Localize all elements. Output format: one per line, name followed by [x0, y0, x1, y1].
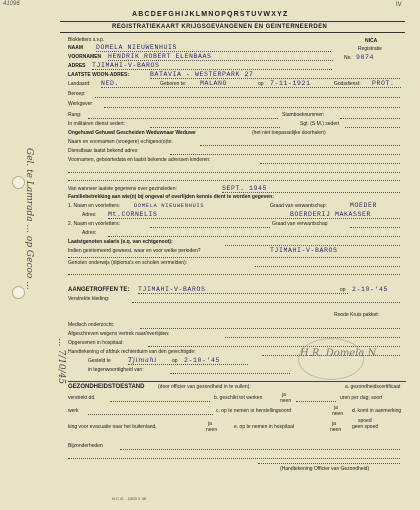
label-geen-spoed: geen spoed — [352, 424, 379, 430]
label-voornamen-kinderen: Voornamen, geboortedata en laatst bekende adressen kinderen: — [68, 157, 211, 163]
label-landaard: Landaard: — [68, 81, 91, 87]
value-aangetroffen-op: 2-10-'45 — [352, 286, 389, 293]
label-afgeschreven: Afgeschreven wegens vertrek naar/overlijden: — [68, 331, 170, 337]
label-op-te-nemen-hosp: e. op te nemen in hospitaal — [234, 424, 295, 430]
label-medisch: Medisch onderzocht: — [68, 322, 115, 328]
label-blokletters: Blokletters s.v.p. — [68, 37, 105, 43]
value-naam: DOMELA NIEUWENHUIS — [96, 44, 178, 51]
label-graad-2: Graad van verwantschap — [272, 221, 328, 227]
value-graad-1: MOEDER — [350, 202, 378, 209]
margin-handwriting-2: ... 7/10/45 — [56, 338, 66, 385]
label-gezond-note: (door officier van gezondheid in te vullen): — [158, 384, 251, 390]
label-graad-1: Graad van verwantschap: — [270, 203, 327, 209]
label-opgenomen: Opgenomen in hospitaal: — [68, 340, 124, 346]
label-handtekening: Handtekening of afdruk rechterduim van den gerechtigde: — [68, 349, 196, 355]
label-officier-handtekening: (Handtekening Officier van Gezondheid) — [280, 466, 370, 472]
label-ongehuwd-note: (het niet toepasselijke doorhalen) — [252, 130, 326, 136]
label-adres-1: Adres: — [82, 212, 97, 218]
label-op-gesteld: op — [172, 358, 178, 364]
label-ja-2: ja — [334, 405, 338, 411]
label-registratie: Registratie — [358, 46, 382, 52]
label-geboren-te: Geboren te: — [160, 81, 187, 87]
value-geboren-te: MALANG — [200, 80, 228, 87]
label-uren: uren per dag; soort — [340, 395, 383, 401]
label-stamboeknummer: Stamboeknummer: — [282, 112, 325, 118]
value-gesteld-te: Tjimahi — [128, 356, 157, 364]
label-neen-1: neen — [280, 398, 292, 404]
label-naam-voorletters-1: 1. Naam en voorletters: — [68, 203, 120, 209]
label-naam: NAAM — [68, 45, 83, 51]
label-d-komt: d. komt in aanmerking — [352, 408, 402, 414]
label-werk: werk — [68, 408, 79, 414]
label-roode-kruis: Roode Kruis pakket: — [334, 312, 380, 318]
label-naam-voorletters-2: 2. Naam en voorletters: — [68, 221, 120, 227]
label-rang: Rang: — [68, 112, 82, 118]
label-familiebetrekking: Familiebetrekking aan wie(n) bij ongeval of overlijden kennis dient te worden gegeven: — [68, 194, 274, 200]
label-no: No. — [344, 55, 352, 61]
label-aangetroffen: AANGETROFFEN TE: — [68, 287, 130, 293]
label-laatste-woonadres: LAATSTE WOON-ADRES: — [68, 72, 130, 78]
label-werkgever: Werkgever: — [68, 101, 94, 107]
label-verstrekt: verstrekt dd. — [68, 395, 96, 401]
roman-numeral: IV — [396, 2, 402, 8]
label-king: king voor evacuatie naar het buitenland, — [68, 424, 157, 430]
value-gesteld-op: 2-10-'45 — [184, 357, 221, 364]
label-beroep: Beroep: — [68, 91, 86, 97]
label-adres-2: Adres: — [82, 230, 97, 236]
label-bijzonderheden: Bijzonderheden — [68, 443, 103, 449]
label-genoten-onderwijs: Genoten onderwijs (diploma's en scholen vermelden): — [68, 260, 188, 266]
label-nica: NICA — [365, 38, 378, 44]
value-godsdienst: PROT. — [372, 80, 395, 87]
label-voornamen: VOORNAMEN — [68, 54, 102, 60]
label-in-militairen-dienst: In militairen dienst sedert: — [68, 121, 125, 127]
margin-handwriting-1: Gel. te Lamrada ... op Gecoo ... — [24, 148, 34, 290]
label-neen-2: neen — [332, 411, 344, 417]
signature-right: H.R. Domela N. — [300, 348, 379, 359]
label-neen-3: neen — [206, 427, 218, 433]
label-gezondheidstoestand: GEZONDHEIDSTOESTAND — [68, 384, 145, 390]
label-ja-4: ja — [332, 421, 336, 427]
reference-number: 41096 — [3, 1, 20, 7]
official-stamp — [298, 338, 364, 380]
label-gesteld: Gesteld te — [88, 358, 111, 364]
label-ja-3: ja — [208, 421, 212, 427]
label-geschikt: b. geschikt tot werken — [214, 395, 263, 401]
value-adres-1b: BOERDERIJ MAKASSER — [290, 211, 372, 218]
label-verstrekte-kleding: Verstrekte kleding: — [68, 296, 110, 302]
label-godsdienst: Godsdienst: — [334, 81, 361, 87]
label-dienstbaar: Dienstbaar laatst bekend adres: — [68, 148, 139, 154]
value-naam-1: DOMELA NIEUWENHUIS — [134, 202, 205, 209]
label-adres: ADRES — [68, 63, 86, 69]
label-wanneer: Van wanneer laatste gegevens over gezinsleden: — [68, 186, 177, 192]
label-gez-cert: a. gezondheidscertificaat — [345, 384, 401, 390]
alphabet-row: ABCDEFGHIJKLMNOPQRSTUVWXYZ — [132, 11, 289, 18]
label-ongehuwd: Ongehuwd Gehuwd Gescheiden Weduwnaar Weduwe — [68, 130, 196, 136]
value-geboren-op: 7-11-1921 — [270, 80, 311, 87]
label-op-te-nemen: c. op te nemen in herstellingsoord — [216, 408, 292, 414]
label-op: op — [258, 81, 264, 87]
label-laatstgenoten: Laatstgenoten salaris (e.q. van echtgenoot): — [68, 239, 173, 245]
value-adres: TJIMAHI-V-BAROS — [92, 62, 160, 69]
label-tegenwoordigheid: in tegenwoordigheid van: — [88, 367, 144, 373]
label-sgt: Sgt. (S M.) sedert — [300, 121, 340, 127]
value-registratie-no: 9874 — [356, 54, 375, 61]
value-geinterneerd: TJIMAHI-V-BAROS — [270, 247, 338, 254]
label-op-aangetroffen: op — [340, 287, 346, 293]
value-laatste-woonadres: BATAVIA - WESTERPARK 27 — [150, 71, 254, 78]
value-adres-1: Mt.CORNELIS — [108, 211, 158, 218]
label-geinterneerd: Indien geinterneerd geweest, waar en voor welke perioden? — [68, 248, 201, 254]
value-landaard: NED. — [101, 80, 120, 87]
value-wanneer: SEPT. 1945 — [222, 185, 268, 192]
value-aangetroffen: TJIMAHI-V-BAROS — [138, 286, 206, 293]
card-title: REGISTRATIEKAART KRIJGSGEVANGENEN EN GEINTERNEERDEN — [112, 24, 328, 30]
label-spoed: spoed — [358, 418, 372, 424]
label-naam-vrouw: Naam en voornamen (vroegere) echtgeno(o)te: — [68, 139, 173, 145]
footer-code: N.C.G. - 1003 X 45 — [112, 496, 147, 501]
label-ja-1: ja — [282, 392, 286, 398]
label-neen-4: neen — [330, 427, 342, 433]
value-voornamen: HENDRIK ROBERT ELENBAAS — [108, 53, 212, 60]
